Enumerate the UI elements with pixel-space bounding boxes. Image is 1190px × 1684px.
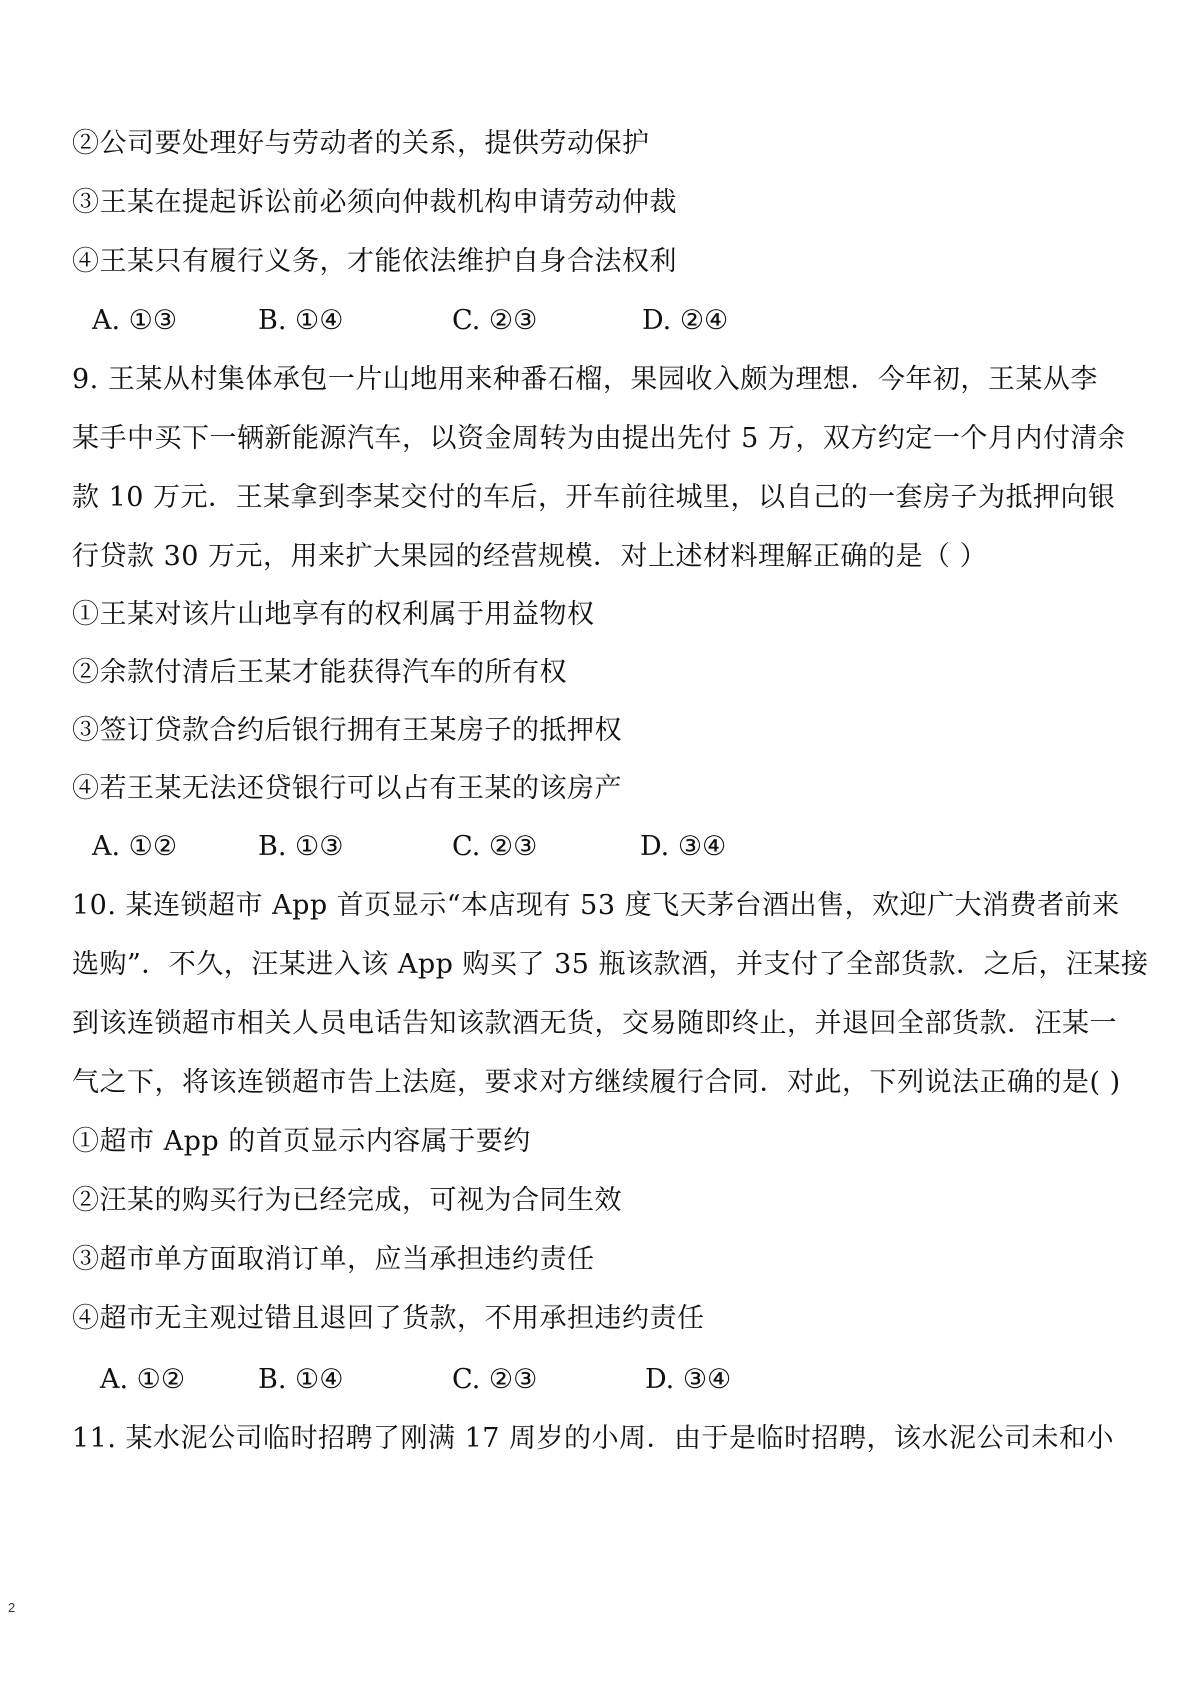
q8-choice-c: C. ②③ (452, 305, 538, 336)
q10-option-4: ④超市无主观过错且退回了货款，不用承担违约责任 (72, 1303, 705, 1334)
q10-option-1: ①超市 App 的首页显示内容属于要约 (72, 1126, 531, 1157)
q10-option-2: ②汪某的购买行为已经完成，可视为合同生效 (72, 1185, 622, 1216)
q10-choice-b: B. ①④ (258, 1364, 344, 1395)
q9-option-2: ②余款付清后王某才能获得汽车的所有权 (72, 657, 567, 688)
q9-option-3: ③签订贷款合约后银行拥有王某房子的抵押权 (72, 715, 622, 746)
q8-choice-d: D. ②④ (642, 305, 729, 336)
q10-choice-c: C. ②③ (452, 1364, 538, 1395)
q9-choice-d: D. ③④ (640, 831, 727, 862)
page-number: 2 (8, 1600, 16, 1615)
q11-stem-line-1: 11. 某水泥公司临时招聘了刚满 17 周岁的小周．由于是临时招聘，该水泥公司未和小 (72, 1423, 1115, 1454)
q8-choice-b: B. ①④ (258, 305, 344, 336)
q10-choice-a: A. ①② (100, 1364, 186, 1395)
q9-stem-line-3: 款 10 万元．王某拿到李某交付的车后，开车前往城里，以自己的一套房子为抵押向银 (72, 482, 1116, 513)
q9-stem-line-2: 某手中买下一辆新能源汽车，以资金周转为由提出先付 5 万，双方约定一个月内付清余 (72, 423, 1126, 454)
q8-choice-a: A. ①③ (92, 305, 178, 336)
q10-choice-d: D. ③④ (645, 1364, 732, 1395)
q10-stem-line-3: 到该连锁超市相关人员电话告知该款酒无货，交易随即终止，并退回全部货款．汪某一 (72, 1008, 1117, 1039)
q9-stem-line-1: 9. 王某从村集体承包一片山地用来种番石榴，果园收入颇为理想．今年初，王某从李 (72, 364, 1098, 395)
q10-stem-line-1: 10. 某连锁超市 App 首页显示“本店现有 53 度飞天茅台酒出售，欢迎广大消费者前来 (72, 890, 1120, 921)
q8-option-4: ④王某只有履行义务，才能依法维护自身合法权利 (72, 246, 677, 277)
q10-option-3: ③超市单方面取消订单，应当承担违约责任 (72, 1244, 595, 1275)
q10-stem-line-4: 气之下，将该连锁超市告上法庭，要求对方继续履行合同．对此，下列说法正确的是( ) (72, 1067, 1121, 1098)
q9-option-1: ①王某对该片山地享有的权利属于用益物权 (72, 599, 595, 630)
q9-choice-b: B. ①③ (258, 831, 344, 862)
q10-stem-line-2: 选购”．不久，汪某进入该 App 购买了 35 瓶该款酒，并支付了全部货款．之后，汪某接 (72, 949, 1149, 980)
q8-option-3: ③王某在提起诉讼前必须向仲裁机构申请劳动仲裁 (72, 187, 677, 218)
q9-stem-line-4: 行贷款 30 万元，用来扩大果园的经营规模．对上述材料理解正确的是（ ） (72, 541, 988, 572)
q8-option-2: ②公司要处理好与劳动者的关系，提供劳动保护 (72, 128, 650, 159)
q9-choice-c: C. ②③ (452, 831, 538, 862)
q9-choice-a: A. ①② (92, 831, 178, 862)
q9-option-4: ④若王某无法还贷银行可以占有王某的该房产 (72, 773, 622, 804)
